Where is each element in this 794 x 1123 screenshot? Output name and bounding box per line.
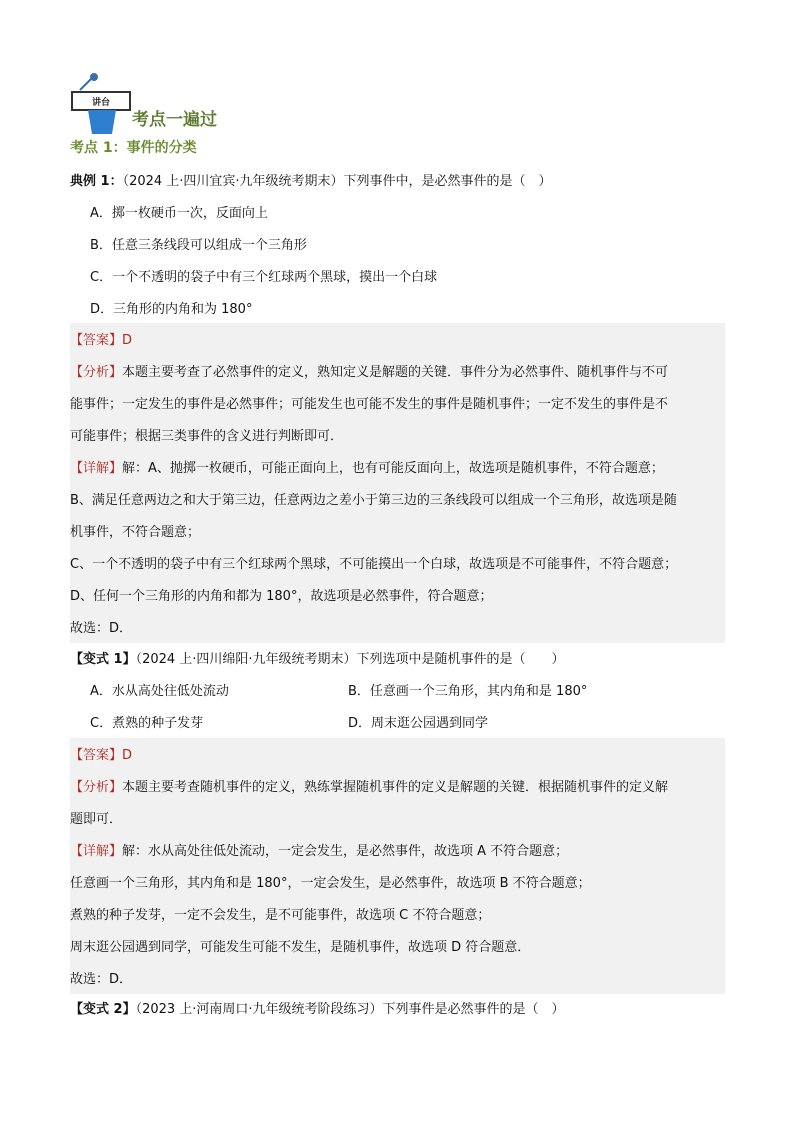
- variant1-detail-line: 煮熟的种子发芽，一定不会发生，是不可能事件，故选项 C 不符合题意；: [70, 908, 491, 923]
- example1-detail-line: 故选：D．: [70, 621, 133, 636]
- example1-detail-line: D、任何一个三角形的内角和都为 180°，故选项是必然事件，符合题意；: [70, 589, 493, 604]
- answer-tag: 【答案】: [70, 333, 123, 348]
- answer-value: D: [122, 748, 133, 763]
- detail-text: 解：水从高处往低处流动，一定会发生，是必然事件，故选项 A 不符合题意；: [122, 844, 569, 859]
- variant1-analysis-line: [70, 778, 668, 798]
- analysis-text: 本题主要考查了必然事件的定义，熟知定义是解题的关键．事件分为必然事件、随机事件与不可: [122, 365, 669, 380]
- example1-option-c: C．一个不透明的袋子中有三个红球两个黑球，摸出一个白球: [90, 270, 438, 285]
- section-header: [70, 72, 370, 136]
- example1-analysis-line: [70, 363, 668, 383]
- variant1-option-c: C．煮熟的种子发芽: [90, 716, 204, 731]
- podium-icon: [70, 72, 134, 136]
- detail-tag: 【详解】: [70, 844, 123, 859]
- analysis-text: 本题主要考查随机事件的定义，熟练掌握随机事件的定义是解题的关键．根据随机事件的定义解: [122, 780, 669, 795]
- detail-text: 解：A、抛掷一枚硬币，可能正面向上，也有可能反面向上，故选项是随机事件，不符合题意；: [122, 461, 664, 476]
- answer-tag: 【答案】: [70, 748, 123, 763]
- example1-analysis-line: 可能事件；根据三类事件的含义进行判断即可．: [70, 429, 344, 444]
- variant1-question: [70, 650, 565, 670]
- variant1-answer: [70, 746, 132, 766]
- example1-analysis-line: 能事件；一定发生的事件是必然事件；可能发生也可能不发生的事件是随机事件；一定不发生的事件是不: [70, 397, 669, 412]
- variant1-option-b: B．任意画一个三角形，其内角和是 180°: [348, 684, 588, 699]
- detail-tag: 【详解】: [70, 461, 123, 476]
- variant1-detail-line: 周末逛公园遇到同学，可能发生可能不发生，是随机事件，故选项 D 符合题意．: [70, 940, 531, 955]
- analysis-tag: 【分析】: [70, 780, 123, 795]
- header-title: 考点一遍过: [132, 110, 217, 130]
- example1-option-d: D．三角形的内角和为 180°: [90, 302, 253, 317]
- example1-detail-line: [70, 459, 664, 479]
- variant1-detail-line: 故选：D．: [70, 972, 133, 987]
- example1-option-a: A．掷一枚硬币一次，反面向上: [90, 206, 268, 221]
- variant2-question-text: （2023 上·河南周口·九年级统考阶段练习）下列事件是必然事件的是（ ）: [135, 1002, 565, 1017]
- variant1-detail-line: [70, 842, 568, 862]
- variant2-label: 【变式 2】: [70, 1002, 136, 1017]
- variant1-option-a: A．水从高处往低处流动: [90, 684, 229, 699]
- example1-label: 典例 1：: [70, 174, 123, 189]
- variant1-question-text: （2024 上·四川绵阳·九年级统考期末）下列选项中是随机事件的是（ ）: [135, 652, 565, 667]
- example1-detail-line: 机事件，不符合题意；: [70, 525, 201, 540]
- example1-detail-line: C、一个不透明的袋子中有三个红球两个黑球，不可能摸出一个白球，故选项是不可能事件，不符合题意；: [70, 557, 678, 572]
- podium-badge-text: 讲台: [91, 98, 111, 108]
- variant1-analysis-line: 题即可．: [70, 812, 123, 827]
- variant1-detail-line: 任意画一个三角形，其内角和是 180°，一定会发生，是必然事件，故选项 B 不符合题意；: [70, 876, 591, 891]
- example1-detail-line: B、满足任意两边之和大于第三边，任意两边之差小于第三边的三条线段可以组成一个三角形，故选项是随: [70, 493, 677, 508]
- answer-value: D: [122, 333, 133, 348]
- analysis-tag: 【分析】: [70, 365, 123, 380]
- example1-question: [70, 172, 552, 192]
- example1-question-text: （2024 上·四川宜宾·九年级统考期末）下列事件中，是必然事件的是（ ）: [122, 174, 552, 189]
- variant2-question: [70, 1000, 565, 1020]
- variant1-label: 【变式 1】: [70, 652, 136, 667]
- example1-answer: [70, 331, 132, 351]
- section-title: 考点 1：事件的分类: [70, 140, 197, 156]
- variant1-option-d: D．周末逛公园遇到同学: [348, 716, 489, 731]
- example1-option-b: B．任意三条线段可以组成一个三角形: [90, 238, 307, 253]
